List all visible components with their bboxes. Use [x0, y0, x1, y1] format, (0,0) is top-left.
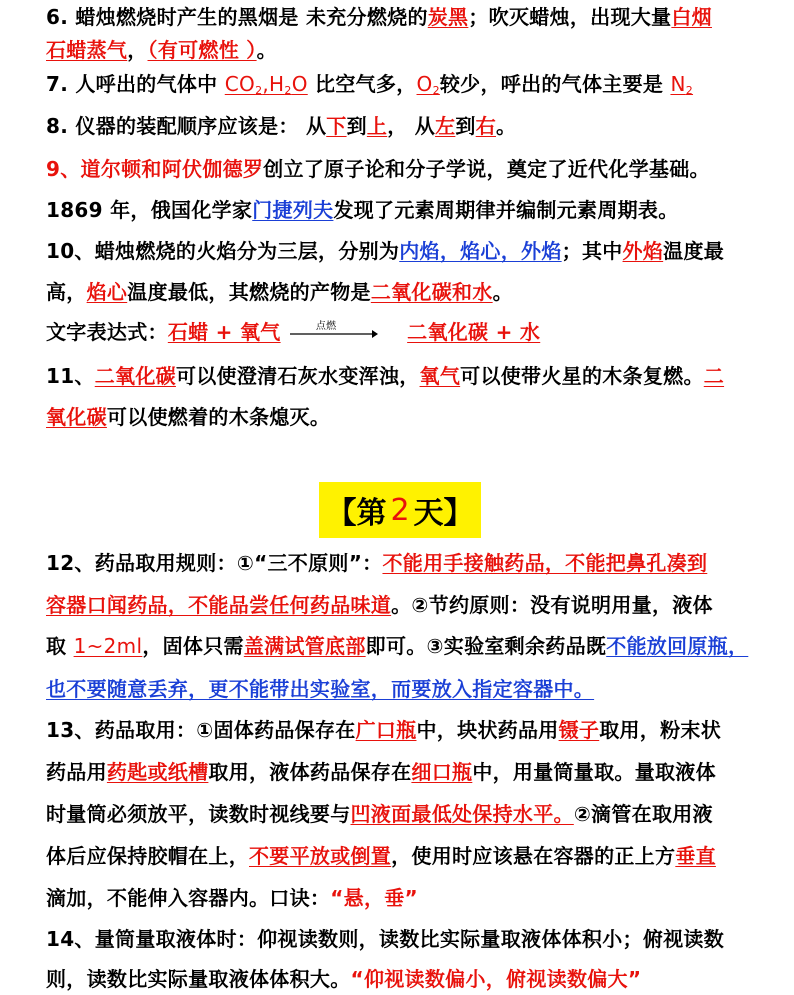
day-heading [319, 482, 481, 538]
answer: 不要平放或倒置 [249, 844, 392, 868]
answer-o2: $O_2$ [416, 72, 440, 97]
answer: 上 [366, 114, 388, 138]
answer: 白烟 [671, 5, 712, 29]
text: 可以使澄清石灰水变浑浊， [175, 364, 420, 388]
text: 。②节约原则：没有说明用量，液体 [391, 593, 713, 617]
text: 中，用量筒量取。量取液体 [472, 760, 716, 784]
answer: 镊子 [558, 718, 600, 742]
answer: 垂直 [675, 844, 716, 868]
text: ， [127, 38, 148, 62]
text: 即可。③实验室剩余药品既 [365, 634, 607, 658]
text: 14、量筒量取液体时：仰视读数则，读数比实际量取液体体积小；俯视读数 [46, 927, 725, 951]
item-13-line-3 [46, 801, 713, 827]
text: 取用，液体药品保存在 [208, 760, 412, 784]
text: 体后应保持胶帽在上， [46, 844, 249, 868]
item-9 [46, 156, 710, 182]
text: 8. 仪器的装配顺序应该是： 从 [46, 114, 327, 138]
text: ②滴管在取用液 [573, 802, 713, 826]
answer: 盖满试管底部 [243, 634, 366, 658]
text: 到 [346, 114, 367, 138]
answer: 左 [435, 114, 456, 138]
text: 7. 人呼出的气体中 [46, 72, 225, 96]
item-12-line-3 [46, 633, 748, 659]
text: 取 [46, 634, 74, 658]
text: 比空气多， [307, 72, 417, 96]
text: 药品用 [46, 760, 107, 784]
item-10-line-2 [46, 279, 513, 305]
text: ；其中 [561, 239, 623, 263]
item-12-line-1 [46, 550, 707, 576]
item-13-line-1 [46, 717, 721, 743]
text: 创立了原子论和分子学说，奠定了近代化学基础。 [263, 157, 710, 181]
item-14-line-1 [46, 926, 724, 952]
text: ，固体只需 [142, 634, 244, 658]
text: 高， [46, 280, 87, 304]
text: ，使用时应该悬在容器的正上方 [391, 844, 676, 868]
text: 。 [496, 114, 517, 138]
text: 则，读数比实际量取液体体积大。 [46, 967, 351, 991]
text: 10、蜡烛燃烧的火焰分为三层，分别为 [46, 239, 400, 263]
answer: 广口瓶 [355, 718, 417, 742]
item-6-line-2 [46, 37, 277, 63]
answer: 二氧化碳和水 [370, 280, 493, 304]
text: 可以使带火星的木条复燃。 [460, 364, 704, 388]
text: 取用，粉末状 [599, 718, 722, 742]
text: 到 [455, 114, 476, 138]
item-13-line-2 [46, 759, 716, 785]
text: ， 从 [387, 114, 436, 138]
item-11-line-2 [46, 404, 330, 430]
text: 文字表达式： [46, 320, 168, 344]
item-12-line-2 [46, 592, 713, 618]
day-number: 2 [390, 492, 410, 528]
text: 1869 年，俄国化学家 [46, 198, 253, 222]
answer: 下 [326, 114, 347, 138]
item-12-line-4 [46, 676, 594, 702]
answer: 也不要随意丢弃，更不能带出实验室，而要放入指定容器中。 [46, 677, 595, 701]
item-13-line-4 [46, 843, 716, 869]
text: 12、药品取用规则：①“三不原则”： [46, 551, 383, 575]
answer: 容器口闻药品，不能品尝任何药品味道 [46, 593, 392, 617]
text: 时量筒必须放平，读数时视线要与 [46, 802, 351, 826]
text: 。 [492, 280, 513, 304]
text: 滴加，不能伸入容器内。口诀： [46, 886, 331, 910]
answer: 氧气 [419, 364, 461, 388]
item-14-line-2 [46, 966, 641, 992]
products: 二氧化碳 + 水 [407, 320, 541, 344]
item-10-line-1 [46, 238, 724, 264]
item-8 [46, 113, 516, 139]
text: 温度最 [663, 239, 725, 263]
answer: 药匙或纸槽 [106, 760, 209, 784]
text: 13、药品取用：①固体药品保存在 [46, 718, 356, 742]
text: 11、 [46, 364, 95, 388]
item-6-line-1 [46, 4, 712, 30]
answer: 二 [703, 364, 725, 388]
answer: 焰心 [86, 280, 128, 304]
text: 中，块状药品用 [416, 718, 559, 742]
answer: 不能用手接触药品，不能把鼻孔凑到 [382, 551, 708, 575]
text: 较少，呼出的气体主要是 [439, 72, 671, 96]
text: ；吹灭蜡烛，出现大量 [468, 5, 672, 29]
answer: 1~2ml [73, 634, 143, 658]
answer: 炭黑 [427, 5, 469, 29]
item-13-line-5 [46, 885, 418, 911]
answer: 外焰 [622, 239, 664, 263]
answer-co2-h2o: $CO_2,H_2O$ [224, 72, 308, 97]
answer-n2: $N_2$ [670, 72, 694, 97]
arrow-condition: 点燃 [315, 320, 337, 332]
mnemonic: “仰视读数偏小，俯视读数偏大” [350, 967, 642, 991]
day-open: 【第 [326, 496, 387, 531]
text: 。 [256, 38, 277, 62]
text: 发现了元素周期律并编制元素周期表。 [333, 198, 679, 222]
answer: 氧化碳 [46, 405, 107, 429]
text: 6. 蜡烛燃烧时产生的黑烟是 未充分燃烧的 [46, 5, 428, 29]
mnemonic: “悬，垂” [330, 886, 418, 910]
answer: 不能放回原瓶， [606, 634, 749, 658]
item-10-equation [46, 319, 540, 345]
answer: （有可燃性 ） [147, 38, 257, 62]
answer: 二氧化碳 [94, 364, 176, 388]
answer: 右 [475, 114, 496, 138]
item-7 [46, 71, 693, 97]
answer: 凹液面最低处保持水平。 [350, 802, 574, 826]
item-11-line-1 [46, 363, 724, 389]
reactants: 石蜡 + 氧气 [167, 320, 281, 344]
answer: 细口瓶 [411, 760, 473, 784]
highlight: 9、道尔顿和阿伏伽德罗 [46, 157, 264, 181]
answer: 门捷列夫 [252, 198, 334, 222]
reaction-arrow [288, 320, 378, 345]
day-close: 天】 [413, 496, 474, 531]
item-9-line-2 [46, 197, 679, 223]
answer: 石蜡蒸气 [46, 38, 128, 62]
text: 温度最低，其燃烧的产物是 [127, 280, 371, 304]
answer: 内焰，焰心，外焰 [399, 239, 562, 263]
text: 可以使燃着的木条熄灭。 [106, 405, 331, 429]
